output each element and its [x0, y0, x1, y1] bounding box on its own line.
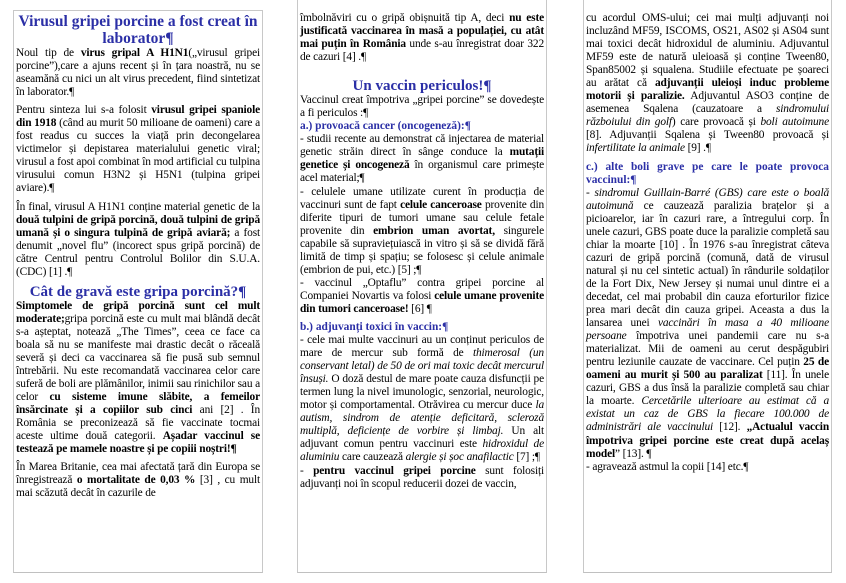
text-run: la autism, sindrom de atenție deficitară, scleroză multiplă, deficiențe de vorbire și limbaj. — [300, 399, 544, 438]
text-run: nu este justificată vaccinarea în masă a populației, cu atât mai puțin în România — [300, 12, 544, 51]
section-heading: Cât de gravă este gripa porcină?¶ — [29, 283, 247, 300]
text-run: împotriva unei pandemii care nu s-a materializat. Mii de oameni au cerut despăgubiri pentru leziunile cauzate de vaccinare. Cel puțin — [586, 330, 829, 369]
paragraph — [586, 12, 829, 156]
text-run: sindromului războiului din golf — [586, 103, 829, 129]
text-run: Cercetările ulterioare au estimat că a existat un caz de GBS la fiecare 100.000 de administrări ale vaccinului — [586, 395, 829, 434]
text-run: - studii recente au demonstrat că injectarea de material genetic străin direct în sânge conduce la — [300, 133, 544, 159]
text-run: sindromul Guillain-Barré (GBS) care este o boală autoimună — [586, 186, 830, 212]
text-run: Un alt adjuvant comun pentru vaccinuri este — [300, 425, 545, 451]
section-heading: Un vaccin periculos!¶ — [352, 78, 492, 95]
paragraph — [300, 465, 544, 491]
text-run: [12]. — [713, 421, 747, 434]
text-run: [6] ¶ — [408, 302, 432, 315]
text-run: celule canceroase — [400, 198, 482, 211]
text-run: ani [2] . În România se preconizează să fie vaccinate tocmai aceste ultime două categorii. — [16, 404, 260, 443]
text-run: thimerosal (un conservant letal) de 50 de ori mai toxic decât mercurul însuși. — [300, 347, 544, 386]
text-run: două tulpini de gripă porcină, două tulpini de gripă umană și o singura tulpină de gripă aviară; — [16, 213, 260, 239]
text-run: infertilitate la animale — [586, 142, 685, 155]
paragraph — [300, 94, 544, 120]
text-run: Adjuvantul ASO3 conține de asemenea Sqalena (cauzatoare a — [586, 90, 829, 116]
text-run: Așadar vaccinul se testează pe mamele noastre și pe copiii noștri!¶ — [16, 430, 260, 456]
text-run: virus gripal A H1N1 — [80, 47, 189, 59]
text-run: sunt folosiți adjuvanți noi în scopul reducerii dozei de vaccin, — [300, 464, 545, 490]
text-run: cu acordul OMS-ului; cei mai mulți adjuvanți noi incluzând MF59, ISCOMS, OS21, AS02 și AS04 sunt mai toxici decât hidroxidul de aluminiu. Adjuvantul MF59 este de natură uleioasă și conține Tween80, Span85002 și squalena. Studiile efectuate pe șoareci au arătat că — [586, 12, 829, 90]
text-run: în organismul care primește acel material;¶ — [300, 159, 544, 185]
text-run: Noul tip de — [16, 47, 81, 59]
page-column-2 — [297, 0, 547, 573]
text-run: Simptomele de gripă porcină sunt cel mult moderate; — [16, 299, 260, 325]
paragraph — [16, 201, 260, 279]
text-run: ” [13]. ¶ — [615, 447, 652, 460]
text-run: „Actualul vaccin împotriva gripei porcine este creat după acelaș model — [586, 421, 830, 460]
text-run: embrion uman avortat, — [373, 224, 495, 237]
text-run: celule umane provenite din tumori canceroase! — [300, 289, 544, 315]
text-run: ) care provoacă și — [671, 116, 761, 129]
text-run: [11]. În unele cazuri, GBS a dus însă la paralizie completă sau chiar la moarte. — [586, 369, 829, 408]
text-run: mutații genetice și oncogeneză — [300, 146, 544, 172]
text-run: - agravează astmul la copii [14] etc.¶ — [586, 460, 749, 473]
text-run: În final, virusul A H1N1 conține material genetic de la — [16, 200, 260, 213]
subheading-c: c.) alte boli grave pe care le poate provoca vaccinul:¶ — [586, 160, 829, 186]
text-run: - vaccinul „Optaflu” contra gripei porcine al Companiei Novartis va folosi — [300, 276, 544, 302]
text-run: boli autoimune — [760, 116, 829, 129]
paragraph — [300, 133, 544, 185]
text-run: [3] , cu mult mai scăzută decât în cazurile de — [16, 474, 261, 500]
page-column-3 — [583, 0, 832, 573]
paragraph — [16, 300, 260, 457]
subheading-a: a.) provoacă cancer (oncogeneză):¶ — [300, 120, 471, 133]
paragraph — [16, 47, 260, 99]
paragraph — [300, 12, 544, 64]
text-run: Vaccinul creat împotriva „gripei porcine” se dovedește a fi periculos :¶ — [300, 94, 544, 120]
text-run: - — [300, 464, 314, 477]
text-run: hidroxidul de aluminiu — [300, 438, 544, 464]
text-run: care cauzează — [339, 451, 406, 464]
text-run: cu sisteme imune slăbite, a femeilor însărcinate și a copiilor sub cinci — [16, 391, 260, 417]
text-run: Pentru sinteza lui s-a folosit — [16, 104, 152, 117]
text-run: vaccinări în masa a 40 milioane persoane — [586, 317, 829, 343]
text-run: adjuvanții uleioși induc probleme motorii și paralizie. — [586, 77, 829, 103]
text-run: - — [586, 186, 595, 199]
article-title: Virusul gripei porcine a fost creat în laborator¶ — [18, 13, 258, 47]
text-run: îmbolnăviri cu o gripă obișnuită tip A, deci — [300, 12, 510, 24]
text-run: a fost denumit „novel flu” (incorect spus gripă porcină) de către Centrul pentru Controlul Bolilor din S.U.A.(CDC) [1] .¶ — [16, 226, 260, 278]
paragraph — [16, 104, 260, 195]
text-run: gripa porcină este cu mult mai blândă decât s-a așteptat, notează „The Times”, ceea ce face ca boala să nu se manifeste mai drastic decât o răceală severă și deci ca vaccinarea să fie pusă sub semnul întrebării. Nu este recomandată vaccinarea celor care suferă de boli are plămânilor, inimii sau rinichilor sau a celor — [16, 312, 260, 404]
subheading-b: b.) adjuvanți toxici în vaccin:¶ — [300, 320, 449, 333]
text-run: o mortalitate de 0,03 % — [76, 474, 196, 487]
paragraph — [586, 187, 829, 461]
text-run: unde s-au înregistrat doar 322 de cazuri [4] .¶ — [300, 38, 544, 64]
text-run: provenite din diferite tipuri de tumori umane sau celule fetale provenite din — [300, 198, 545, 237]
page-column-1 — [13, 10, 263, 573]
text-run: virusul gripei spaniole din 1918 — [16, 104, 260, 130]
text-run: O doză destul de mare poate cauza disfuncții pe termen lung la nivel imunologic, senzorial, neurologic, motor și comportamental. Otrăvirea cu mercur duce — [300, 373, 544, 412]
text-run: singurele capabile să supraviețuiască in vitro și să se dividă fără limită de timp și spațiu; se folosesc și celule animale (embrion de pui, etc.) [5] ;¶ — [300, 224, 544, 276]
text-run: („virusul gripei porcine”),care a ajuns recent și în țara noastră, nu se aseamănă cu nici un alt virus precedent, fiind sintetizat în laborator.¶ — [16, 47, 260, 99]
paragraph — [16, 461, 260, 500]
text-run: [8]. Adjuvanții Sqalena și Tween80 provoacă și — [586, 129, 829, 142]
text-run: - celulele umane utilizate curent în producția de vaccinuri sunt de fapt — [300, 185, 544, 211]
text-run: - cele mai multe vaccinuri au un conținut periculos de mare de mercur sub formă de — [300, 334, 544, 360]
paragraph — [300, 186, 544, 277]
text-run: În Marea Britanie, cea mai afectată țară din Europa se înregistrează — [16, 461, 260, 487]
paragraph — [586, 461, 829, 474]
text-run: alergie și șoc anafilactic — [405, 451, 514, 464]
text-run: 25 de oameni au murit și 500 au paralizat — [586, 356, 829, 382]
text-run: ce cauzează paralizia brațelor și a picioarelor, iar în cazuri rare, a întregului corp. În unele cazuri, GBS poate duce la paralizie completă sau chiar la moarte [10] . În 1976 s-au înregistrat câteva cazuri de gripă porcină (comună, dată de virusul natural și nu cel sintetic actual) în rândurile soldaților de la Fort Dix, New Jersey și numai unul dintre ei a decedat, cel mai probabil din cauza eforturilor fizice prea mari decât din cauza gripei. Aceasta a dus la lansarea unei — [586, 199, 829, 330]
text-run: (când au murit 50 milioane de oameni) care a fost readus cu succes la viață prin decongelarea victimelor și depistarea materialului genetic viral; virusul a fost apoi combinat în mod artificial cu tulpina virusului comun H3N2 și H5N1 (tulpina gripei aviare).¶ — [16, 117, 260, 195]
text-run: pentru vaccinul gripei porcine — [313, 464, 476, 477]
paragraph — [300, 334, 544, 464]
text-run: [9] .¶ — [684, 142, 711, 155]
paragraph — [300, 277, 544, 316]
text-run: [7] ;¶ — [513, 451, 540, 464]
